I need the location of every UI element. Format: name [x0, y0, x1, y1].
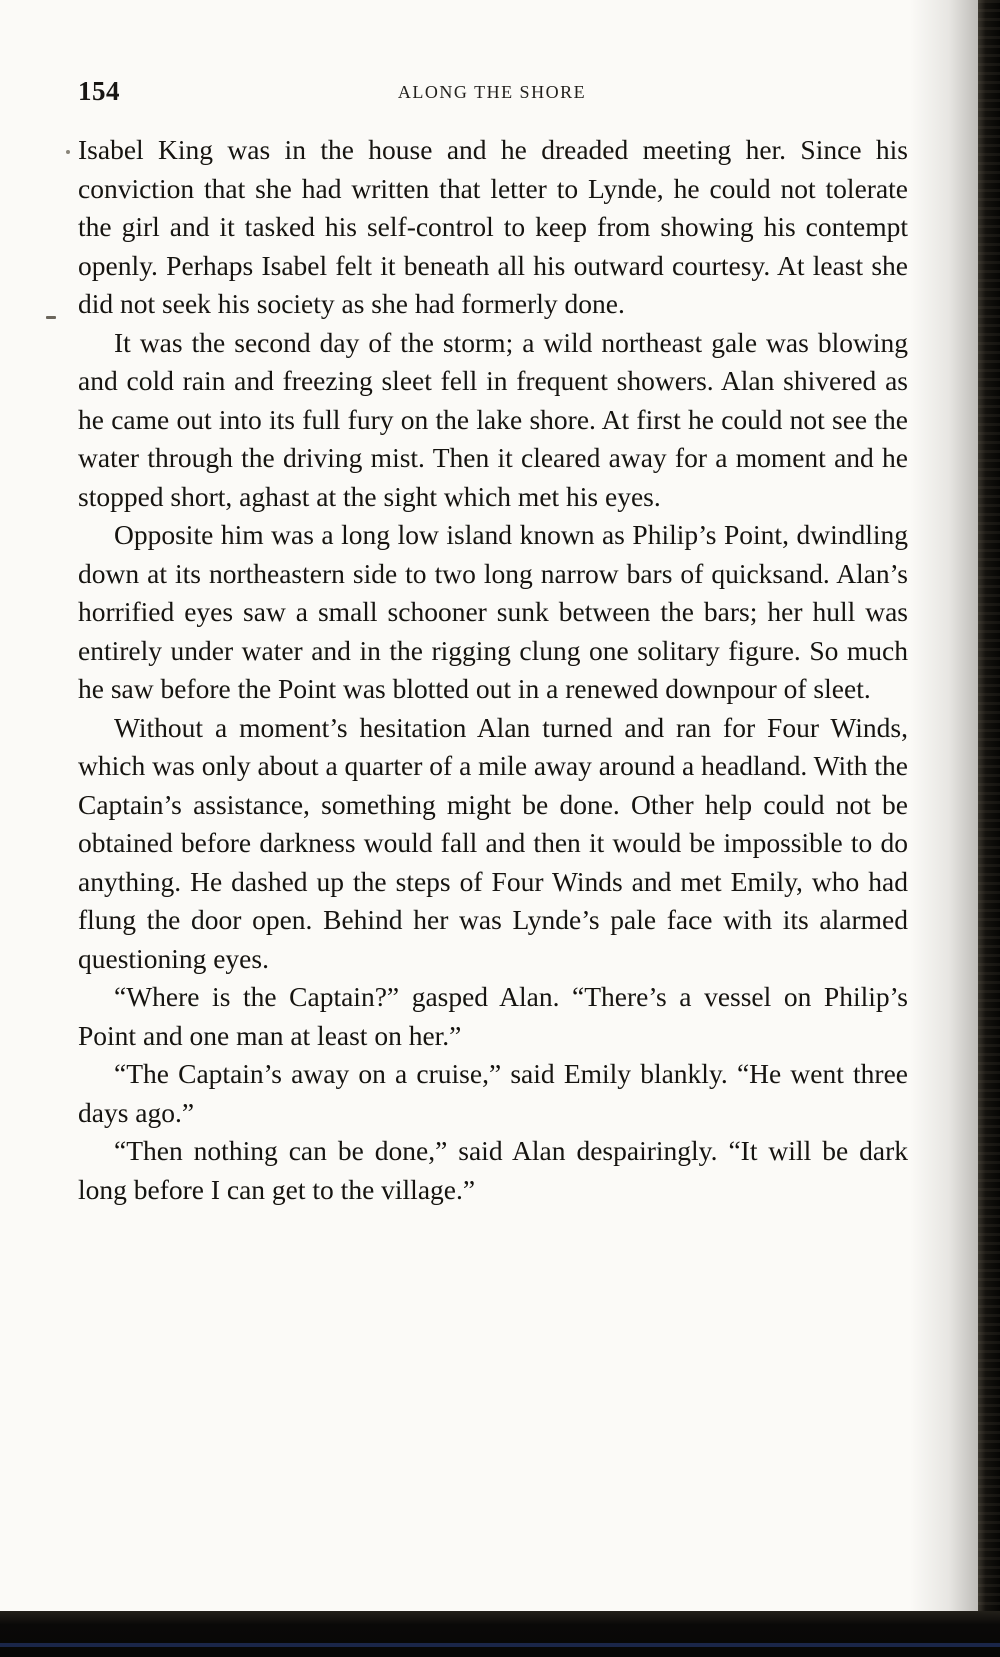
scan-speck [66, 150, 70, 154]
running-header-title: ALONG THE SHORE [397, 82, 587, 102]
paragraph: Opposite him was a long low island known as Philip’s Point, dwindling down at its northeastern side to two long narrow bars of quicksand. Alan’s horrified eyes saw a small schooner sunk between the bars; her hull was entirely under water and in the rigging clung one solitary figure. So much he saw before the Point was blotted out in a renewed downpour of sleet. [78, 519, 908, 704]
page-text [78, 131, 908, 1209]
paragraph: “Where is the Captain?” gasped Alan. “There’s a vessel on Philip’s Point and one man at least on her.” [78, 981, 908, 1051]
paragraph: Isabel King was in the house and he dreaded meeting her. Since his conviction that she had written that letter to Lynde, he could not tolerate the girl and it tasked his self-control to keep from showing his contempt openly. Perhaps Isabel felt it beneath all his outward courtesy. At least she did not seek his society as she had formerly done. [78, 134, 908, 319]
paragraph: Without a moment’s hesitation Alan turned and ran for Four Winds, which was only about a quarter of a mile away around a headland. With the Captain’s assistance, something might be done. Other help could not be obtained before darkness would fall and then it would be impossible to do anything. He dashed up the steps of Four Winds and met Emily, who had flung the door open. Behind her was Lynde’s pale face with its alarmed questioning eyes. [78, 711, 908, 974]
scan-speck [46, 316, 56, 319]
running-header [78, 76, 906, 112]
scan-edge-bottom-line [0, 1643, 1000, 1647]
paragraph: It was the second day of the storm; a wild northeast gale was blowing and cold rain and freezing sleet fell in frequent showers. Alan shivered as he came out into its full fury on the lake shore. At first he could not see the water through the driving mist. Then it cleared away for a moment and he stopped short, aghast at the sight which met his eyes. [78, 326, 908, 512]
paragraph: “Then nothing can be done,” said Alan despairingly. “It will be dark long before I can get to the village.” [78, 1135, 908, 1205]
page-curl-shadow [910, 0, 980, 1657]
scan-edge-right [978, 0, 1000, 1657]
scan-edge-bottom [0, 1611, 1000, 1657]
page-number: 154 [78, 76, 120, 106]
paragraph: “The Captain’s away on a cruise,” said Emily blankly. “He went three days ago.” [78, 1058, 908, 1128]
